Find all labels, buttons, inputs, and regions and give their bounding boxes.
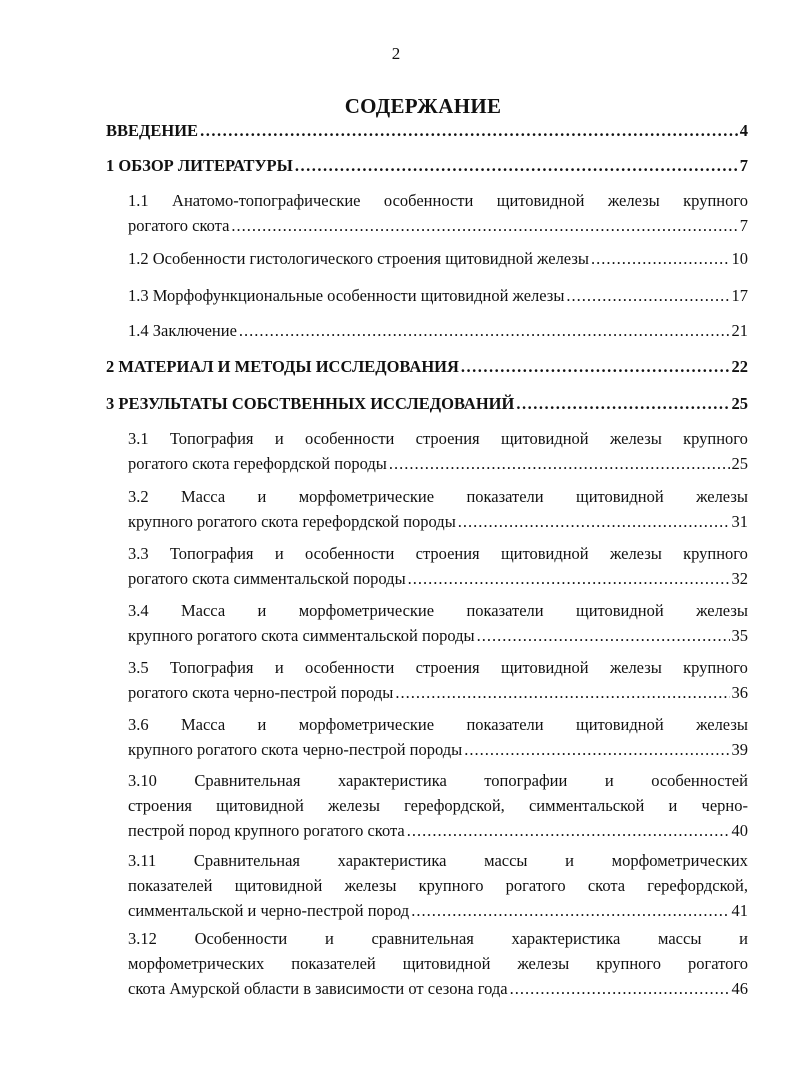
dot-leader	[407, 818, 730, 843]
toc-entry-title: крупного рогатого скота симментальской породы	[128, 626, 475, 645]
dot-leader	[408, 566, 730, 591]
toc-entry-title: 1.3 Морфофункциональные особенности щитовидной железы	[128, 286, 565, 305]
dot-leader	[295, 153, 738, 178]
toc-entry-line: 3.4 Масса и морфометрические показатели щитовидной железы	[128, 601, 748, 620]
toc-entry-line: 3.6 Масса и морфометрические показатели щитовидной железы	[128, 715, 748, 734]
toc-page-number: 40	[731, 821, 748, 840]
toc-entry[interactable]	[128, 655, 748, 705]
dot-leader	[411, 898, 729, 923]
toc-entry-line: показателей щитовидной железы крупного рогатого скота герефордской,	[128, 876, 748, 895]
toc-entry-title: рогатого скота черно-пестрой породы	[128, 683, 394, 702]
toc-entry[interactable]	[128, 318, 748, 343]
toc-entry-title: симментальской и черно-пестрой пород	[128, 901, 410, 920]
dot-leader	[389, 451, 730, 476]
dot-leader	[477, 623, 730, 648]
toc-entry-line: морфометрических показателей щитовидной железы крупного рогатого	[128, 954, 748, 973]
dot-leader	[464, 737, 729, 762]
toc-entry-title: 1 ОБЗОР ЛИТЕРАТУРЫ	[106, 156, 293, 175]
toc-entry-title: рогатого скота герефордской породы	[128, 454, 387, 473]
toc-entry-title: рогатого скота	[128, 216, 230, 235]
toc-entry[interactable]	[106, 391, 748, 416]
dot-leader	[231, 213, 737, 238]
toc-entry[interactable]	[106, 354, 748, 379]
toc-entry-line: 3.5 Топография и особенности строения щитовидной железы крупного	[128, 658, 748, 677]
toc-entry[interactable]	[128, 283, 748, 308]
toc-entry-line: 3.12 Особенности и сравнительная характеристика массы и	[128, 929, 748, 948]
toc-page-number: 17	[731, 286, 748, 305]
toc-page-number: 21	[731, 321, 748, 340]
dot-leader	[516, 391, 729, 416]
toc-entry-title: 3 РЕЗУЛЬТАТЫ СОБСТВЕННЫХ ИССЛЕДОВАНИЙ	[106, 394, 515, 413]
toc-entry[interactable]	[128, 768, 748, 843]
toc-entry-line: строения щитовидной железы герефордской, симментальской и черно-	[128, 796, 748, 815]
toc-entry-title: крупного рогатого скота черно-пестрой породы	[128, 740, 463, 759]
toc-entry[interactable]	[128, 188, 748, 238]
toc-page-number: 25	[731, 394, 748, 413]
toc-page-number: 7	[739, 156, 748, 175]
toc-entry-title: пестрой пород крупного рогатого скота	[128, 821, 405, 840]
toc-entry[interactable]	[128, 541, 748, 591]
toc-entry-line: 3.1 Топография и особенности строения щитовидной железы крупного	[128, 429, 748, 448]
toc-page-number: 32	[731, 569, 748, 588]
toc-page-number: 4	[739, 121, 748, 140]
toc-entry-title: ВВЕДЕНИЕ	[106, 121, 199, 140]
toc-entry-line: 1.1 Анатомо-топографические особенности щитовидной железы крупного	[128, 191, 748, 210]
dot-leader	[461, 354, 730, 379]
dot-leader	[200, 118, 738, 143]
toc-page-number: 36	[731, 683, 748, 702]
toc-entry[interactable]	[128, 926, 748, 1001]
toc-entry[interactable]	[128, 712, 748, 762]
toc-entry[interactable]	[106, 118, 748, 143]
dot-leader	[395, 680, 729, 705]
toc-entry-line: 3.10 Сравнительная характеристика топографии и особенностей	[128, 771, 748, 790]
dot-leader	[510, 976, 730, 1001]
toc-page-number: 41	[731, 901, 748, 920]
toc-page-number: 7	[739, 216, 748, 235]
toc-entry-title: 1.2 Особенности гистологического строения щитовидной железы	[128, 249, 589, 268]
toc-entry-title: скота Амурской области в зависимости от сезона года	[128, 979, 508, 998]
toc-entry-line: 3.3 Топография и особенности строения щитовидной железы крупного	[128, 544, 748, 563]
toc-page-number: 10	[731, 249, 748, 268]
dot-leader	[566, 283, 729, 308]
toc-entry[interactable]	[128, 426, 748, 476]
toc-entry-line: 3.11 Сравнительная характеристика массы и морфометрических	[128, 851, 748, 870]
dot-leader	[591, 246, 730, 271]
toc-page-number: 25	[731, 454, 748, 473]
dot-leader	[458, 509, 730, 534]
toc-entry[interactable]	[128, 848, 748, 923]
toc-entry-title: крупного рогатого скота герефордской породы	[128, 512, 456, 531]
toc-entry-title: рогатого скота симментальской породы	[128, 569, 406, 588]
toc-page-number: 31	[731, 512, 748, 531]
toc-entry-line: 3.2 Масса и морфометрические показатели щитовидной железы	[128, 487, 748, 506]
toc-entry[interactable]	[106, 153, 748, 178]
toc-entry-title: 2 МАТЕРИАЛ И МЕТОДЫ ИССЛЕДОВАНИЯ	[106, 357, 459, 376]
toc-page-number: 22	[731, 357, 748, 376]
toc-page-number: 46	[731, 979, 748, 998]
toc-entry[interactable]	[128, 598, 748, 648]
toc-page-number: 35	[731, 626, 748, 645]
toc-entry-title: 1.4 Заключение	[128, 321, 237, 340]
toc-title: СОДЕРЖАНИЕ	[344, 94, 502, 118]
dot-leader	[239, 318, 730, 343]
toc-entry[interactable]	[128, 246, 748, 271]
page-number: 2	[391, 44, 401, 63]
toc-page-number: 39	[731, 740, 748, 759]
toc-entry[interactable]	[128, 484, 748, 534]
